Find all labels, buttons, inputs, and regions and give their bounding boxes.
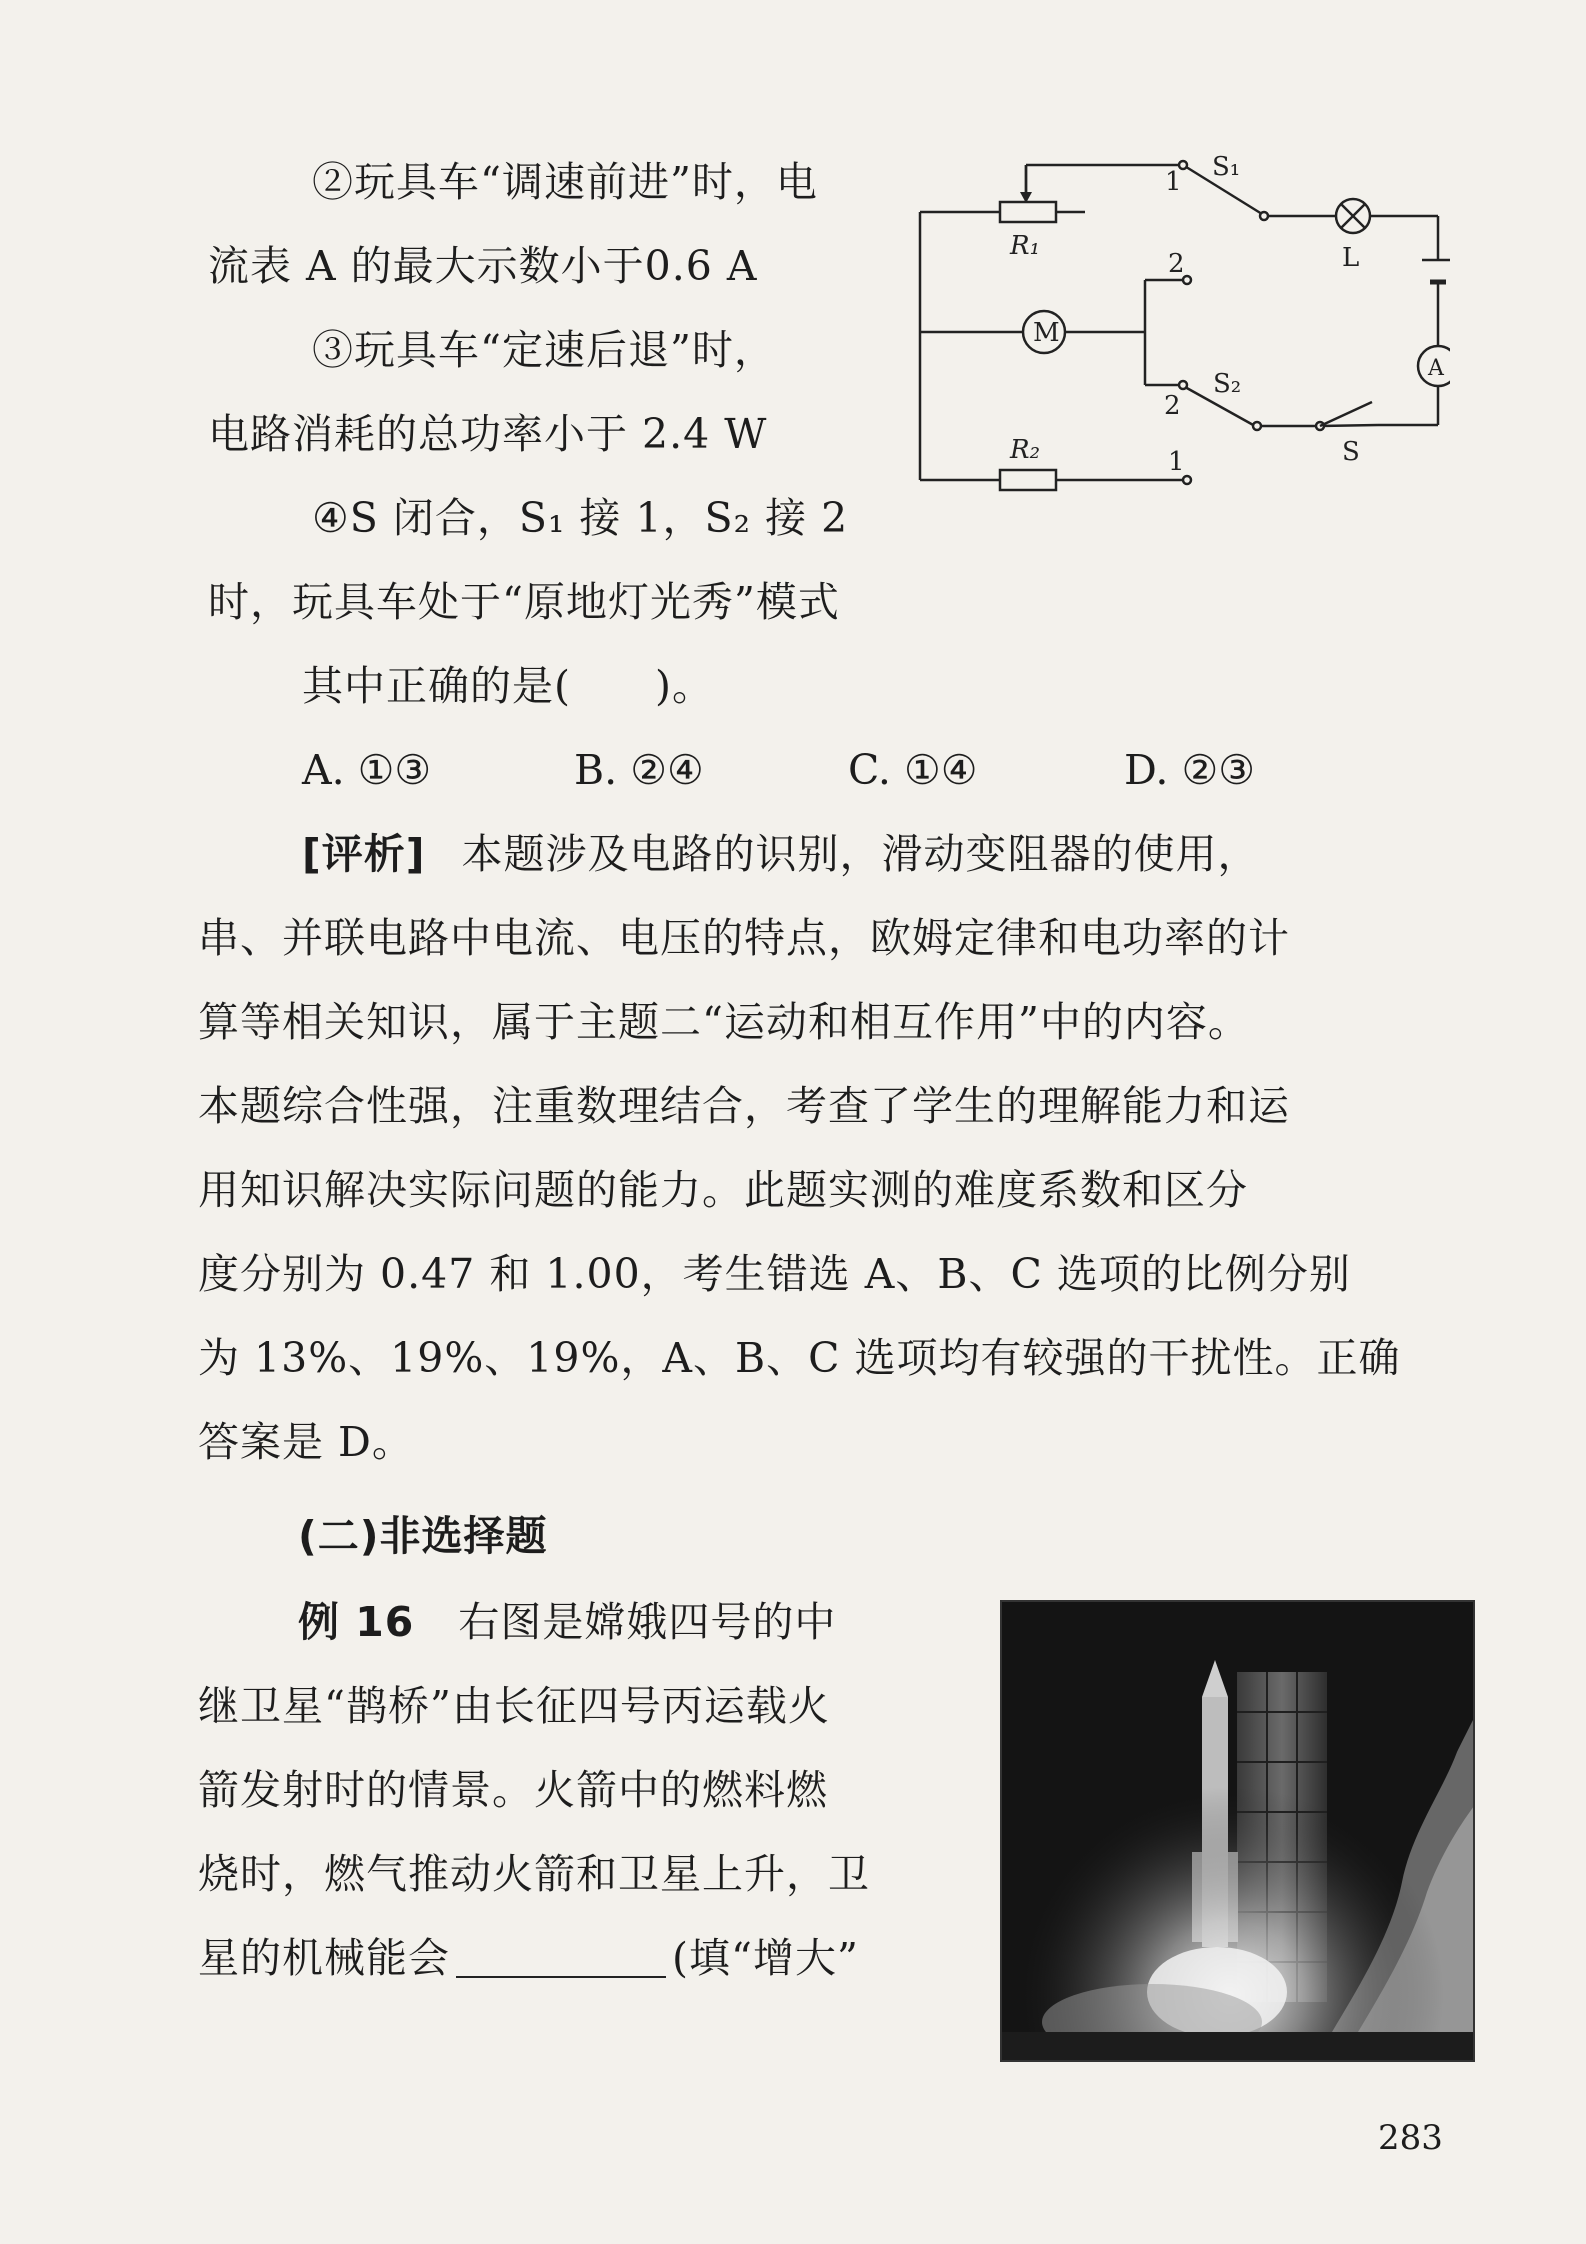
example-text: 右图是嫦娥四号的中 (458, 1598, 837, 1646)
example-line-3: 箭发射时的情景。火箭中的燃料燃 (198, 1766, 828, 1814)
page-number: 283 (1378, 2118, 1443, 2158)
example-line-5 (198, 1928, 859, 1988)
rocket-launch-photo (1000, 1600, 1475, 2062)
resistor-r1 (1000, 202, 1056, 222)
analysis-line-7: 为 13%、19%、19%，A、B、C 选项均有较强的干扰性。正确 (198, 1334, 1401, 1382)
label-motor: M (1033, 318, 1060, 348)
option-c: C. ①④ (848, 746, 978, 794)
circuit-diagram (910, 140, 1450, 500)
statement-3-line-1: ③玩具车“定速后退”时， (312, 326, 776, 374)
analysis-line-4: 本题综合性强，注重数理结合，考查了学生的理解能力和运 (198, 1082, 1290, 1130)
statement-3-line-2: 电路消耗的总功率小于 2.4 W (208, 410, 768, 458)
question-prompt: 其中正确的是( )。 (302, 662, 714, 710)
analysis-line-6: 度分别为 0.47 和 1.00，考生错选 A、B、C 选项的比例分别 (198, 1250, 1351, 1298)
analysis-line-2: 串、并联电路中电流、电压的特点，欧姆定律和电功率的计 (198, 914, 1290, 962)
example-text-before-blank: 星的机械能会 (198, 1934, 450, 1982)
option-d: D. ②③ (1124, 746, 1255, 794)
analysis-line-5: 用知识解决实际问题的能力。此题实测的难度系数和区分 (198, 1166, 1248, 1214)
label-r2: R₂ (1010, 435, 1040, 465)
terminal-1-lower: 1 (1168, 447, 1185, 477)
analysis-tag: [评析] (302, 830, 426, 878)
statement-2-line-1: ②玩具车“调速前进”时，电 (312, 158, 818, 206)
option-a: A. ①③ (302, 746, 432, 794)
resistor-r2 (1000, 470, 1056, 490)
label-r1: R₁ (1010, 231, 1040, 261)
statement-4-line-2: 时，玩具车处于“原地灯光秀”模式 (208, 578, 840, 626)
terminal-2-s2: 2 (1164, 391, 1181, 421)
label-ammeter: A (1428, 356, 1444, 381)
statement-2-line-2: 流表 A 的最大示数小于0.6 A (208, 242, 758, 290)
analysis-line-3: 算等相关知识，属于主题二“运动和相互作用”中的内容。 (198, 998, 1250, 1046)
label-s: S (1342, 437, 1360, 467)
analysis-line-8: 答案是 D。 (198, 1418, 414, 1466)
label-s1: S₁ (1212, 152, 1241, 182)
analysis-text: 本题涉及电路的识别，滑动变阻器的使用， (461, 830, 1260, 878)
example-text-after-blank: (填“增大” (672, 1934, 859, 1982)
example-line-1 (298, 1592, 836, 1652)
label-s2: S₂ (1213, 369, 1242, 399)
section-title: (二)非选择题 (298, 1512, 548, 1560)
terminal-1-s1: 1 (1165, 167, 1182, 197)
example-line-4: 烧时，燃气推动火箭和卫星上升，卫 (198, 1850, 870, 1898)
terminal-2-upper: 2 (1168, 249, 1185, 279)
analysis-line-1 (302, 824, 1260, 884)
answer-blank (456, 1936, 666, 1978)
label-lamp: L (1342, 243, 1360, 273)
example-line-2: 继卫星“鹊桥”由长征四号丙运载火 (198, 1682, 830, 1730)
statement-4-line-1: ④S 闭合，S₁ 接 1，S₂ 接 2 (312, 494, 849, 542)
example-label: 例 16 (298, 1598, 415, 1646)
option-b: B. ②④ (574, 746, 704, 794)
